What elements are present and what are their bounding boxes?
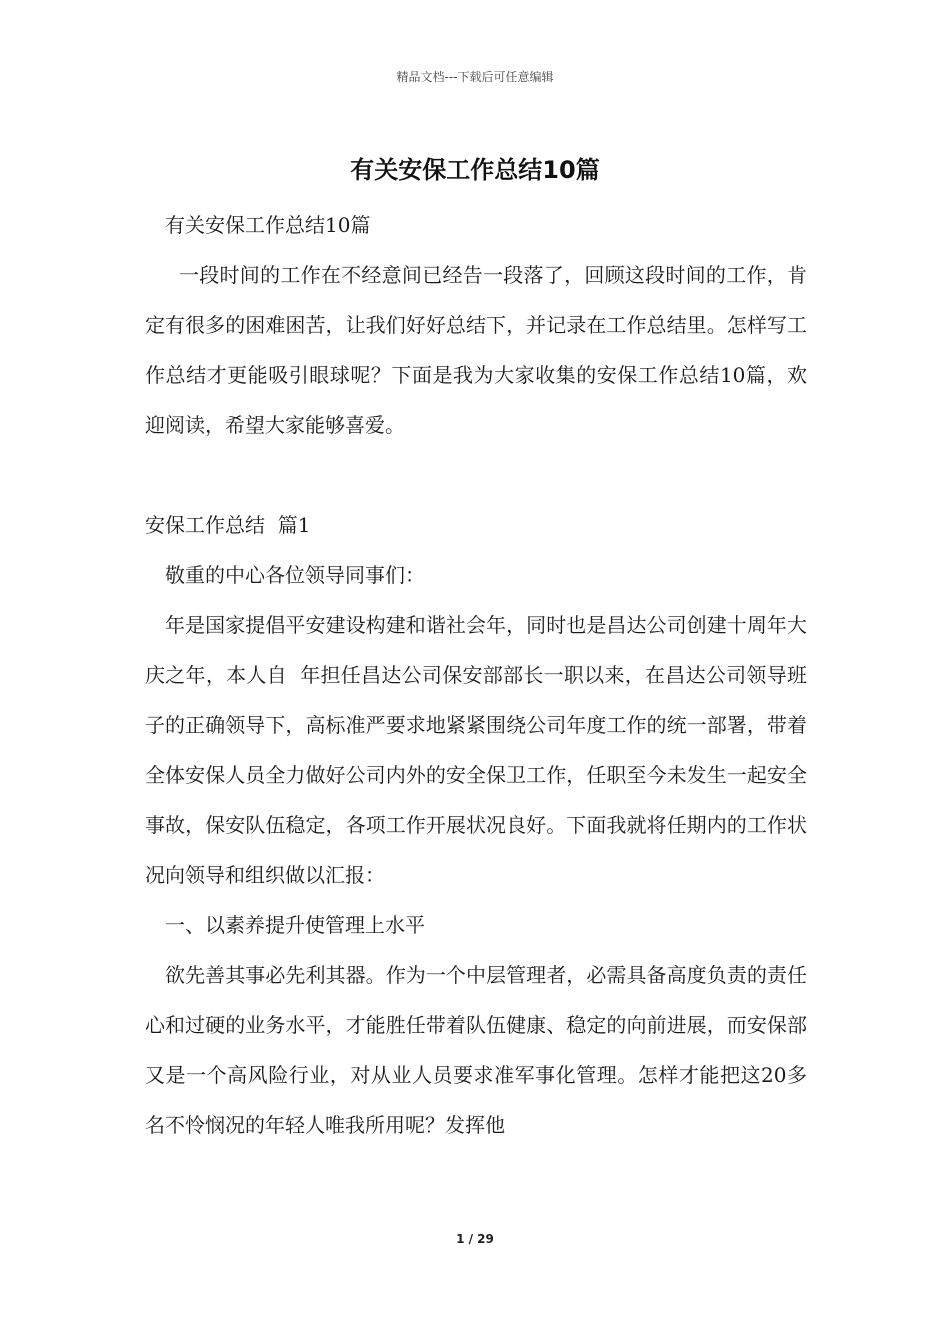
body-paragraph-2: 欲先善其事必先利其器。作为一个中层管理者，必需具备高度负责的责任心和过硬的业务水平，才能胜任带着队伍健康、稳定的向前进展，而安保部又是一个高风险行业，对从业人员要求准军事化管理。怎样才能把这20多名不怜悯况的年轻人唯我所用呢？发挥他 <box>145 963 807 1137</box>
document-body <box>145 200 807 1150</box>
subheading-1: 一、以素养提升使管理上水平 <box>165 913 425 937</box>
paragraph-spacer <box>145 450 807 500</box>
document-subtitle: 有关安保工作总结10篇 <box>165 213 371 237</box>
intro-paragraph: 一段时间的工作在不经意间已经告一段落了，回顾这段时间的工作，肯定有很多的困难困苦，让我们好好总结下，并记录在工作总结里。怎样写工作总结才更能吸引眼球呢？下面是我为大家收集的安保工作总结10篇，欢迎阅读，希望大家能够喜爱。 <box>145 263 807 437</box>
salutation: 敬重的中心各位领导同事们： <box>165 563 425 587</box>
page-header: 精品文档---下载后可任意编辑 <box>396 70 554 84</box>
body-paragraph-1: 年是国家提倡平安建设构建和谐社会年，同时也是昌达公司创建十周年大庆之年，本人自 年担任昌达公司保安部部长一职以来，在昌达公司领导班子的正确领导下，高标准严要求地紧紧围绕公司年度工作的统一部署，带着全体安保人员全力做好公司内外的安全保卫工作，任职至今未发生一起安全事故，保安队伍稳定，各项工作开展状况良好。下面我就将任期内的工作状况向领导和组织做以汇报： <box>145 613 807 887</box>
section-heading: 安保工作总结 篇1 <box>145 513 311 537</box>
document-title: 有关安保工作总结10篇 <box>350 156 600 184</box>
page-number: 1 / 29 <box>456 1232 494 1246</box>
